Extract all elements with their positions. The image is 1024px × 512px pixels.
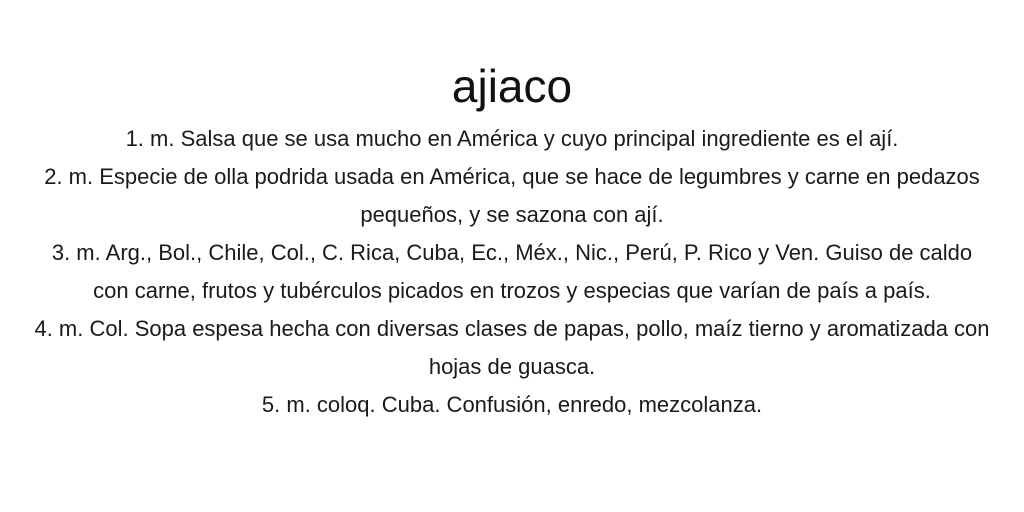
sense-3: 3. m. Arg., Bol., Chile, Col., C. Rica, Cuba, Ec., Méx., Nic., Perú, P. Rico y Ven. Guiso de caldo con carne, frutos y tubérculos picados en trozos y especias que varían de país a país. [51,240,973,303]
sense-4: 4. m. Col. Sopa espesa hecha con diversas clases de papas, pollo, maíz tierno y aromatizada con hojas de guasca. [34,316,990,379]
sense-2: 2. m. Especie de olla podrida usada en América, que se hace de legumbres y carne en pedazos pequeños, y se sazona con ají. [44,164,980,227]
sense-1: 1. m. Salsa que se usa mucho en América y cuyo principal ingrediente es el ají. [125,126,899,151]
sense-5: 5. m. coloq. Cuba. Confusión, enredo, mezcolanza. [261,392,763,417]
headword: ajiaco [451,60,573,112]
sense-list [32,120,992,424]
